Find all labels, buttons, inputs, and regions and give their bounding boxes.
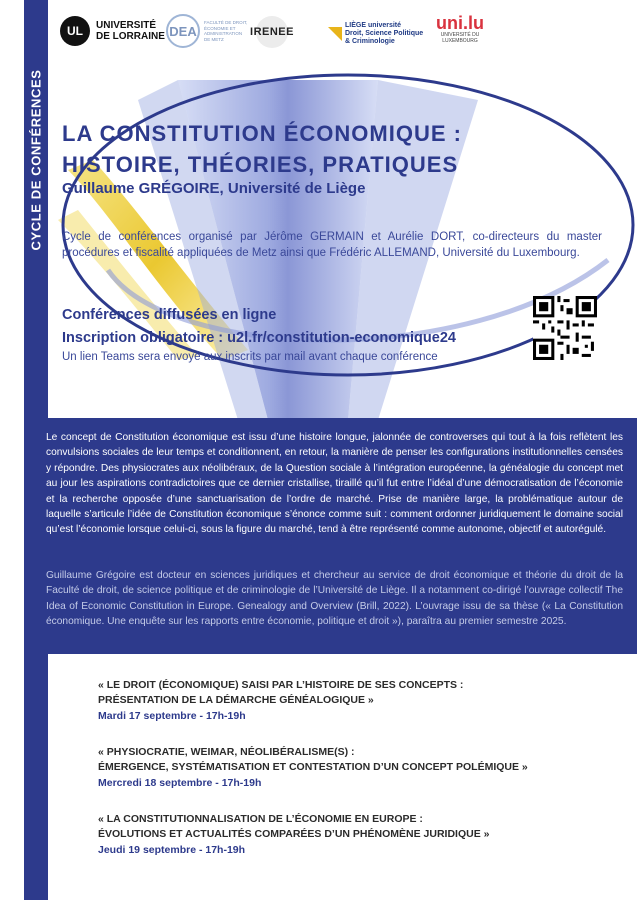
unilu-logo-text: UNIVERSITÉ DU LUXEMBOURG xyxy=(440,32,480,44)
registration-link[interactable]: u2l.fr/constitution-economique24 xyxy=(227,330,456,346)
session-date: Mardi 17 septembre - 17h-19h xyxy=(98,710,246,722)
irenee-emblem-icon: IRENEE xyxy=(256,16,288,48)
session-list xyxy=(98,678,598,879)
title-line-1: LA CONSTITUTION ÉCONOMIQUE : xyxy=(62,121,462,146)
session-title-line-1: « PHYSIOCRATIE, WEIMAR, NÉOLIBÉRALISME(S) : xyxy=(98,746,355,758)
page-title xyxy=(62,118,602,180)
session-date: Jeudi 19 septembre - 17h-19h xyxy=(98,844,246,856)
ul-emblem-icon: UL xyxy=(60,16,90,46)
side-label xyxy=(24,0,48,420)
liege-logo-text: LIÈGE université Droit, Science Politique & Criminologie xyxy=(345,22,424,45)
liege-logo xyxy=(328,22,423,46)
session-title-line-1: « LE DROIT (ÉCONOMIQUE) SAISI PAR L’HISTOIRE DE SES CONCEPTS : xyxy=(98,679,464,691)
teams-note: Un lien Teams sera envoyé aux inscrits par mail avant chaque conférence xyxy=(62,351,438,363)
session-title-line-2: ÉVOLUTIONS ET ACTUALITÉS COMPARÉES D’UN PHÉNOMÈNE JURIDIQUE » xyxy=(98,828,490,840)
qr-code[interactable] xyxy=(533,296,597,360)
registration-line xyxy=(62,330,456,346)
session-title-line-2: ÉMERGENCE, SYSTÉMATISATION ET CONTESTATION D’UN CONCEPT POLÉMIQUE » xyxy=(98,761,528,773)
session-title-line-2: PRÉSENTATION DE LA DÉMARCHE GÉNÉALOGIQUE » xyxy=(98,694,374,706)
unilu-logo xyxy=(436,14,484,44)
abstract-text: Le concept de Constitution économique est issu d’une histoire longue, jalonnée de controverses qui tout à la fois reflètent les convulsions sociales de leur temps et conditionnent, en retour, la manière de penser les configurations institutionnelles censées y répondre. Des physiocrates aux néolibéraux, de la Question sociale à l’intégration européenne, la généalogie du concept met au jour les aspirations contradictoires que ce dernier cristallise, tiraillé qu’il fut entre l’idéal d’une démocratisation de l’économie et la recherche opposée d’une sanctuarisation de l’ordre de marché. Prise de manière large, la problématique autour de laquelle s’articule l’idée de Constitution économique s’énonce comme suit : comment ordonner juridiquement le domaine social qu’est l’économie lorsque celui-ci, sous la figure du marché, tend à être représenté comme autonome, objectif et autorégulé. xyxy=(46,432,623,536)
universite-lorraine-logo xyxy=(60,16,165,46)
speaker-bio: Guillaume Grégoire est docteur en sciences juridiques et chercheur au service de droit économique et théorie du droit de la Faculté de droit, de science politique et de criminologie de l’Université de Liège. Il a notamment co-dirigé l’ouvrage collectif The Idea of Economic Constitution in Europe. Genealogy and Overview (Brill, 2022). L’ouvrage issu de sa thèse (« La Constitution économique. Une enquête sur les rapports entre économie, politique et droit »), paraîtra au premier semestre 2025. xyxy=(46,570,623,628)
speaker-name: Guillaume GRÉGOIRE, Université de Liège xyxy=(62,180,366,197)
registration-label: Inscription obligatoire : xyxy=(62,330,228,346)
irenee-logo xyxy=(250,16,294,48)
faculte-logo-text: FACULTÉ DE DROIT, ÉCONOMIE ET ADMINISTRATION DE METZ xyxy=(204,20,248,42)
session-item xyxy=(98,678,598,724)
liege-emblem-icon xyxy=(328,27,342,41)
ul-logo-text: UNIVERSITÉ DE LORRAINE xyxy=(96,20,165,42)
session-date: Mercredi 18 septembre - 17h-19h xyxy=(98,777,262,789)
faculte-emblem-icon: DEA xyxy=(166,14,200,48)
organizers-text: Cycle de conférences organisé par Jérôme GERMAIN et Aurélie DORT, co-directeurs du master procédures et fiscalité appliquées de Metz ainsi que Frédéric ALLEMAND, Université du Luxembourg. xyxy=(62,231,602,259)
side-label-text: CYCLE DE CONFÉRENCES xyxy=(28,69,44,251)
unilu-wordmark: uni.lu xyxy=(436,13,484,33)
title-line-2: HISTOIRE, THÉORIES, PRATIQUES xyxy=(62,152,459,177)
logo-row xyxy=(60,12,620,56)
session-item xyxy=(98,812,598,858)
session-title-line-1: « LA CONSTITUTIONNALISATION DE L’ÉCONOMIE EN EUROPE : xyxy=(98,813,423,825)
session-item xyxy=(98,745,598,791)
broadcast-info: Conférences diffusées en ligne xyxy=(62,307,277,323)
faculte-metz-logo xyxy=(166,14,262,48)
